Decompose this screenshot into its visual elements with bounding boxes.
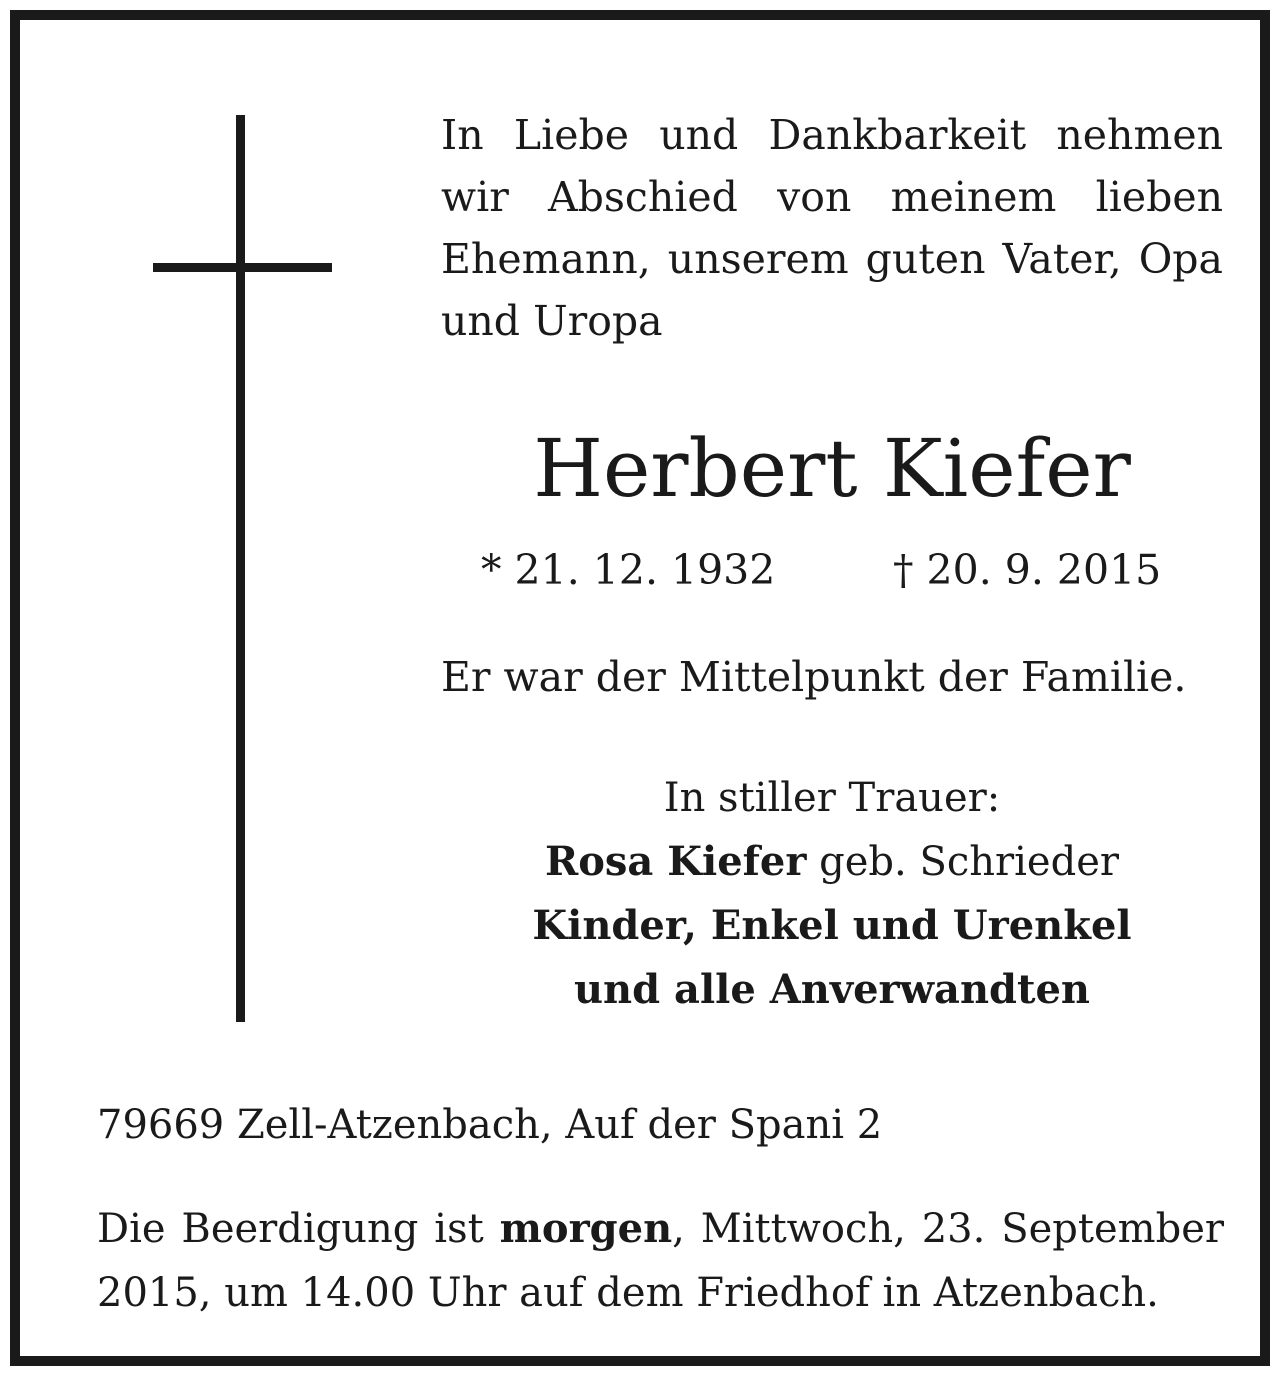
spouse-line bbox=[441, 830, 1223, 894]
spouse-name: Rosa Kiefer bbox=[544, 838, 807, 885]
mourning-heading: In stiller Trauer: bbox=[663, 775, 1001, 821]
death-date: † 20. 9. 2015 bbox=[893, 546, 1162, 594]
birth-date: * 21. 12. 1932 bbox=[481, 546, 776, 594]
address: 79669 Zell-Atzenbach, Auf der Spani 2 bbox=[97, 1102, 883, 1148]
family-line-1: Kinder, Enkel und Urenkel bbox=[532, 902, 1132, 949]
funeral-notice: Die Beerdigung ist morgen, Mittwoch, 23. September 2015, um 14.00 Uhr auf dem Friedhof in Atzenbach. bbox=[97, 1205, 1224, 1316]
family-line-2: und alle Anverwandten bbox=[573, 966, 1091, 1013]
funeral-emphasis: morgen bbox=[499, 1205, 673, 1252]
mourners-block bbox=[441, 766, 1223, 1022]
cross-icon bbox=[236, 115, 245, 1022]
cross-icon-crossbar bbox=[153, 263, 332, 272]
intro-text: In Liebe und Dankbarkeit nehmen wir Abschied von meinem lieben Ehemann, unserem guten Vater, Opa und Uropa bbox=[441, 111, 1223, 345]
deceased-name: Herbert Kiefer bbox=[533, 422, 1131, 515]
obituary-frame bbox=[10, 10, 1270, 1366]
motto: Er war der Mittelpunkt der Familie. bbox=[441, 653, 1187, 701]
spouse-maiden-name: geb. Schrieder bbox=[819, 839, 1120, 885]
